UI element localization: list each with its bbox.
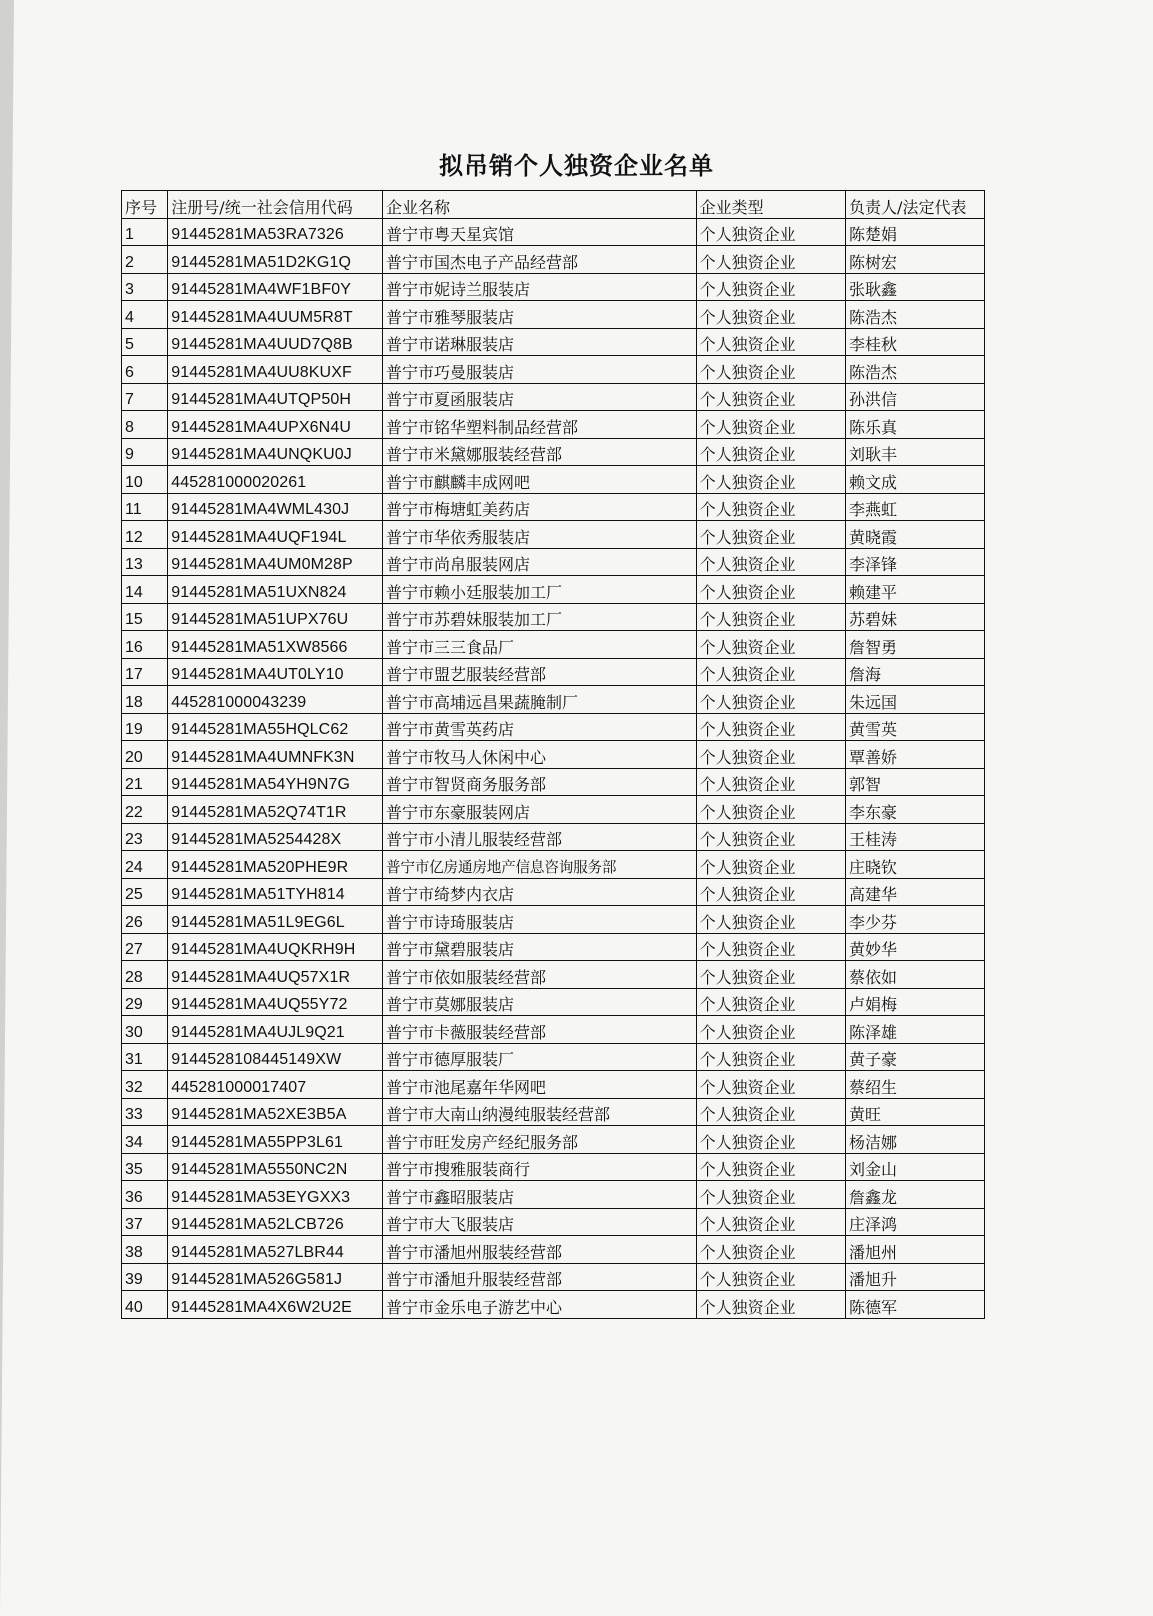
header-code: 注册号/统一社会信用代码 xyxy=(168,191,383,219)
header-type: 企业类型 xyxy=(696,191,845,219)
cell-name: 普宁市尚帛服装网店 xyxy=(382,548,696,576)
table-row xyxy=(122,576,985,604)
cell-name: 普宁市智贤商务服务部 xyxy=(382,768,696,796)
cell-rep: 陈德军 xyxy=(846,1291,985,1319)
cell-code: 91445281MA4UJL9Q21 xyxy=(168,1016,383,1044)
table-row xyxy=(122,493,985,521)
cell-seq: 25 xyxy=(122,878,168,906)
cell-name: 普宁市三三食品厂 xyxy=(382,631,696,659)
table-row xyxy=(122,603,985,631)
cell-name: 普宁市梅塘虹美药店 xyxy=(382,493,696,521)
cell-name: 普宁市潘旭州服装经营部 xyxy=(382,1236,696,1264)
cell-name: 普宁市国杰电子产品经营部 xyxy=(382,246,696,274)
cell-type: 个人独资企业 xyxy=(696,218,845,246)
cell-name: 普宁市金乐电子游艺中心 xyxy=(382,1291,696,1319)
table-row xyxy=(122,411,985,439)
cell-code: 91445281MA52Q74T1R xyxy=(168,796,383,824)
cell-seq: 5 xyxy=(122,328,168,356)
cell-type: 个人独资企业 xyxy=(696,1181,845,1209)
cell-name: 普宁市盟艺服装经营部 xyxy=(382,658,696,686)
cell-name: 普宁市大南山纳漫纯服装经营部 xyxy=(382,1098,696,1126)
table-row xyxy=(122,823,985,851)
cell-seq: 20 xyxy=(122,741,168,769)
header-seq: 序号 xyxy=(122,191,168,219)
cell-rep: 卢娟梅 xyxy=(846,988,985,1016)
cell-name: 普宁市旺发房产经纪服务部 xyxy=(382,1126,696,1154)
table-row xyxy=(122,1236,985,1264)
cell-rep: 黄旺 xyxy=(846,1098,985,1126)
cell-seq: 18 xyxy=(122,686,168,714)
cell-type: 个人独资企业 xyxy=(696,521,845,549)
cell-seq: 38 xyxy=(122,1236,168,1264)
table-row xyxy=(122,1263,985,1291)
cell-type: 个人独资企业 xyxy=(696,686,845,714)
cell-rep: 詹海 xyxy=(846,658,985,686)
cell-code: 91445281MA4X6W2U2E xyxy=(168,1291,383,1319)
cell-name: 普宁市依如服装经营部 xyxy=(382,961,696,989)
cell-seq: 1 xyxy=(122,218,168,246)
table-row xyxy=(122,1016,985,1044)
cell-seq: 40 xyxy=(122,1291,168,1319)
table-row xyxy=(122,686,985,714)
cell-seq: 37 xyxy=(122,1208,168,1236)
cell-type: 个人独资企业 xyxy=(696,741,845,769)
cell-name: 普宁市绮梦内衣店 xyxy=(382,878,696,906)
cell-seq: 4 xyxy=(122,301,168,329)
cell-seq: 11 xyxy=(122,493,168,521)
cell-rep: 郭智 xyxy=(846,768,985,796)
cell-rep: 刘金山 xyxy=(846,1153,985,1181)
cell-rep: 潘旭州 xyxy=(846,1236,985,1264)
cell-type: 个人独资企业 xyxy=(696,823,845,851)
cell-seq: 17 xyxy=(122,658,168,686)
cell-seq: 35 xyxy=(122,1153,168,1181)
cell-seq: 9 xyxy=(122,438,168,466)
cell-name: 普宁市高埔远昌果蔬腌制厂 xyxy=(382,686,696,714)
cell-code: 91445281MA4UMNFK3N xyxy=(168,741,383,769)
table-row xyxy=(122,796,985,824)
cell-rep: 蔡依如 xyxy=(846,961,985,989)
cell-code: 91445281MA52XE3B5A xyxy=(168,1098,383,1126)
cell-code: 91445281MA4UM0M28P xyxy=(168,548,383,576)
cell-code: 91445281MA520PHE9R xyxy=(168,851,383,879)
cell-seq: 32 xyxy=(122,1071,168,1099)
cell-seq: 39 xyxy=(122,1263,168,1291)
cell-seq: 10 xyxy=(122,466,168,494)
cell-name: 普宁市黛碧服装店 xyxy=(382,933,696,961)
cell-rep: 杨洁娜 xyxy=(846,1126,985,1154)
cell-name: 普宁市夏函服装店 xyxy=(382,383,696,411)
header-rep: 负责人/法定代表 xyxy=(846,191,985,219)
cell-type: 个人独资企业 xyxy=(696,273,845,301)
table-row xyxy=(122,988,985,1016)
cell-rep: 陈乐真 xyxy=(846,411,985,439)
cell-type: 个人独资企业 xyxy=(696,1291,845,1319)
cell-code: 91445281MA4UUD7Q8B xyxy=(168,328,383,356)
cell-type: 个人独资企业 xyxy=(696,1236,845,1264)
cell-name: 普宁市米黛娜服装经营部 xyxy=(382,438,696,466)
cell-code: 91445281MA4WML430J xyxy=(168,493,383,521)
cell-seq: 13 xyxy=(122,548,168,576)
table-row xyxy=(122,906,985,934)
cell-name: 普宁市潘旭升服装经营部 xyxy=(382,1263,696,1291)
cell-name: 普宁市黄雪英药店 xyxy=(382,713,696,741)
cell-code: 91445281MA51UXN824 xyxy=(168,576,383,604)
table-row xyxy=(122,301,985,329)
enterprise-table xyxy=(121,190,985,1319)
cell-seq: 33 xyxy=(122,1098,168,1126)
cell-seq: 27 xyxy=(122,933,168,961)
cell-name: 普宁市牧马人休闲中心 xyxy=(382,741,696,769)
cell-seq: 22 xyxy=(122,796,168,824)
cell-code: 91445281MA4UPX6N4U xyxy=(168,411,383,439)
cell-seq: 34 xyxy=(122,1126,168,1154)
table-row xyxy=(122,768,985,796)
table-row xyxy=(122,548,985,576)
cell-code: 91445281MA4UQF194L xyxy=(168,521,383,549)
cell-type: 个人独资企业 xyxy=(696,988,845,1016)
cell-type: 个人独资企业 xyxy=(696,301,845,329)
cell-type: 个人独资企业 xyxy=(696,603,845,631)
cell-code: 91445281MA4UQ55Y72 xyxy=(168,988,383,1016)
cell-type: 个人独资企业 xyxy=(696,851,845,879)
table-row xyxy=(122,246,985,274)
cell-code: 91445281MA51UPX76U xyxy=(168,603,383,631)
cell-code: 91445281MA4UTQP50H xyxy=(168,383,383,411)
cell-type: 个人独资企业 xyxy=(696,1071,845,1099)
cell-type: 个人独资企业 xyxy=(696,438,845,466)
cell-name: 普宁市东豪服装网店 xyxy=(382,796,696,824)
cell-name: 普宁市妮诗兰服装店 xyxy=(382,273,696,301)
cell-code: 91445281MA5254428X xyxy=(168,823,383,851)
cell-rep: 刘耿丰 xyxy=(846,438,985,466)
cell-name: 普宁市诗琦服装店 xyxy=(382,906,696,934)
cell-type: 个人独资企业 xyxy=(696,933,845,961)
cell-type: 个人独资企业 xyxy=(696,961,845,989)
page-title: 拟吊销个人独资企业名单 xyxy=(439,152,714,180)
cell-code: 91445281MA51TYH814 xyxy=(168,878,383,906)
cell-code: 91445281MA51XW8566 xyxy=(168,631,383,659)
cell-code: 91445281MA4UUM5R8T xyxy=(168,301,383,329)
cell-rep: 陈浩杰 xyxy=(846,356,985,384)
cell-name: 普宁市搜雅服装商行 xyxy=(382,1153,696,1181)
cell-code: 91445281MA52LCB726 xyxy=(168,1208,383,1236)
cell-seq: 30 xyxy=(122,1016,168,1044)
cell-name: 普宁市大飞服装店 xyxy=(382,1208,696,1236)
cell-rep: 赖建平 xyxy=(846,576,985,604)
cell-name: 普宁市卡薇服装经营部 xyxy=(382,1016,696,1044)
cell-type: 个人独资企业 xyxy=(696,548,845,576)
table-row xyxy=(122,273,985,301)
cell-rep: 王桂涛 xyxy=(846,823,985,851)
table-row xyxy=(122,933,985,961)
cell-name: 普宁市赖小廷服装加工厂 xyxy=(382,576,696,604)
cell-code: 91445281MA53RA7326 xyxy=(168,218,383,246)
cell-name: 普宁市雅琴服装店 xyxy=(382,301,696,329)
cell-type: 个人独资企业 xyxy=(696,466,845,494)
table-row xyxy=(122,1181,985,1209)
cell-type: 个人独资企业 xyxy=(696,631,845,659)
cell-type: 个人独资企业 xyxy=(696,1263,845,1291)
cell-rep: 李少芬 xyxy=(846,906,985,934)
cell-seq: 3 xyxy=(122,273,168,301)
cell-type: 个人独资企业 xyxy=(696,906,845,934)
cell-type: 个人独资企业 xyxy=(696,383,845,411)
cell-seq: 36 xyxy=(122,1181,168,1209)
cell-seq: 21 xyxy=(122,768,168,796)
cell-name: 普宁市莫娜服装店 xyxy=(382,988,696,1016)
cell-rep: 庄泽鸿 xyxy=(846,1208,985,1236)
table-row xyxy=(122,878,985,906)
cell-name: 普宁市亿房通房地产信息咨询服务部 xyxy=(382,851,696,879)
table-row xyxy=(122,961,985,989)
cell-seq: 8 xyxy=(122,411,168,439)
cell-code: 91445281MA4UQKRH9H xyxy=(168,933,383,961)
table-row xyxy=(122,851,985,879)
cell-seq: 26 xyxy=(122,906,168,934)
cell-seq: 31 xyxy=(122,1043,168,1071)
cell-type: 个人独资企业 xyxy=(696,796,845,824)
table-row xyxy=(122,1098,985,1126)
cell-rep: 李桂秋 xyxy=(846,328,985,356)
cell-rep: 黄妙华 xyxy=(846,933,985,961)
table-row xyxy=(122,328,985,356)
cell-rep: 陈楚娟 xyxy=(846,218,985,246)
cell-type: 个人独资企业 xyxy=(696,328,845,356)
cell-code: 91445281MA527LBR44 xyxy=(168,1236,383,1264)
cell-rep: 孙洪信 xyxy=(846,383,985,411)
cell-seq: 12 xyxy=(122,521,168,549)
cell-type: 个人独资企业 xyxy=(696,1126,845,1154)
cell-rep: 黄子豪 xyxy=(846,1043,985,1071)
cell-code: 91445281MA53EYGXX3 xyxy=(168,1181,383,1209)
cell-rep: 赖文成 xyxy=(846,466,985,494)
cell-seq: 6 xyxy=(122,356,168,384)
cell-code: 91445281MA4WF1BF0Y xyxy=(168,273,383,301)
cell-name: 普宁市小清儿服装经营部 xyxy=(382,823,696,851)
cell-name: 普宁市鑫昭服装店 xyxy=(382,1181,696,1209)
table-row xyxy=(122,631,985,659)
cell-seq: 19 xyxy=(122,713,168,741)
cell-type: 个人独资企业 xyxy=(696,246,845,274)
cell-type: 个人独资企业 xyxy=(696,1098,845,1126)
cell-code: 91445281MA51L9EG6L xyxy=(168,906,383,934)
cell-type: 个人独资企业 xyxy=(696,356,845,384)
cell-code: 91445281MA55HQLC62 xyxy=(168,713,383,741)
cell-type: 个人独资企业 xyxy=(696,411,845,439)
cell-type: 个人独资企业 xyxy=(696,658,845,686)
table-row xyxy=(122,1043,985,1071)
cell-code: 445281000043239 xyxy=(168,686,383,714)
table-header-row xyxy=(122,191,985,219)
cell-code: 445281000017407 xyxy=(168,1071,383,1099)
cell-name: 普宁市麒麟丰成网吧 xyxy=(382,466,696,494)
cell-type: 个人独资企业 xyxy=(696,713,845,741)
cell-rep: 朱远国 xyxy=(846,686,985,714)
cell-code: 91445281MA4UU8KUXF xyxy=(168,356,383,384)
cell-seq: 28 xyxy=(122,961,168,989)
table-row xyxy=(122,466,985,494)
table-row xyxy=(122,438,985,466)
cell-type: 个人独资企业 xyxy=(696,768,845,796)
table-row xyxy=(122,1071,985,1099)
cell-rep: 詹智勇 xyxy=(846,631,985,659)
cell-name: 普宁市粤天星宾馆 xyxy=(382,218,696,246)
header-name: 企业名称 xyxy=(382,191,696,219)
cell-type: 个人独资企业 xyxy=(696,1016,845,1044)
cell-type: 个人独资企业 xyxy=(696,878,845,906)
cell-seq: 16 xyxy=(122,631,168,659)
cell-rep: 李东豪 xyxy=(846,796,985,824)
cell-seq: 14 xyxy=(122,576,168,604)
cell-name: 普宁市巧曼服装店 xyxy=(382,356,696,384)
cell-name: 普宁市铭华塑料制品经营部 xyxy=(382,411,696,439)
cell-rep: 詹鑫龙 xyxy=(846,1181,985,1209)
cell-name: 普宁市华依秀服装店 xyxy=(382,521,696,549)
table-row xyxy=(122,713,985,741)
cell-code: 91445281MA526G581J xyxy=(168,1263,383,1291)
cell-code: 91445281MA55PP3L61 xyxy=(168,1126,383,1154)
cell-type: 个人独资企业 xyxy=(696,1153,845,1181)
table-row xyxy=(122,1126,985,1154)
cell-code: 445281000020261 xyxy=(168,466,383,494)
cell-rep: 高建华 xyxy=(846,878,985,906)
cell-type: 个人独资企业 xyxy=(696,576,845,604)
cell-seq: 15 xyxy=(122,603,168,631)
cell-code: 91445281MA4UQ57X1R xyxy=(168,961,383,989)
table-row xyxy=(122,383,985,411)
cell-code: 91445281MA4UT0LY10 xyxy=(168,658,383,686)
cell-rep: 潘旭升 xyxy=(846,1263,985,1291)
cell-rep: 覃善娇 xyxy=(846,741,985,769)
table-row xyxy=(122,1153,985,1181)
table-body xyxy=(122,218,985,1318)
cell-code: 91445281MA51D2KG1Q xyxy=(168,246,383,274)
cell-seq: 2 xyxy=(122,246,168,274)
table-row xyxy=(122,1208,985,1236)
table-row xyxy=(122,1291,985,1319)
cell-rep: 李燕虹 xyxy=(846,493,985,521)
table-row xyxy=(122,218,985,246)
cell-rep: 苏碧妹 xyxy=(846,603,985,631)
table-row xyxy=(122,356,985,384)
cell-rep: 庄晓钦 xyxy=(846,851,985,879)
cell-type: 个人独资企业 xyxy=(696,493,845,521)
cell-type: 个人独资企业 xyxy=(696,1043,845,1071)
cell-name: 普宁市池尾嘉年华网吧 xyxy=(382,1071,696,1099)
cell-seq: 24 xyxy=(122,851,168,879)
cell-rep: 黄雪英 xyxy=(846,713,985,741)
cell-rep: 张耿鑫 xyxy=(846,273,985,301)
cell-rep: 陈泽雄 xyxy=(846,1016,985,1044)
cell-rep: 黄晓霞 xyxy=(846,521,985,549)
scan-shadow-edge xyxy=(0,0,14,1616)
cell-seq: 7 xyxy=(122,383,168,411)
cell-name: 普宁市诺琳服装店 xyxy=(382,328,696,356)
table-row xyxy=(122,658,985,686)
cell-rep: 陈浩杰 xyxy=(846,301,985,329)
table-row xyxy=(122,521,985,549)
cell-rep: 李泽锋 xyxy=(846,548,985,576)
cell-name: 普宁市苏碧妹服装加工厂 xyxy=(382,603,696,631)
cell-rep: 陈树宏 xyxy=(846,246,985,274)
cell-seq: 29 xyxy=(122,988,168,1016)
cell-rep: 蔡绍生 xyxy=(846,1071,985,1099)
cell-name: 普宁市德厚服装厂 xyxy=(382,1043,696,1071)
cell-code: 91445281MA4UNQKU0J xyxy=(168,438,383,466)
cell-code: 91445281MA5550NC2N xyxy=(168,1153,383,1181)
table-row xyxy=(122,741,985,769)
cell-seq: 23 xyxy=(122,823,168,851)
cell-code: 9144528108445149XW xyxy=(168,1043,383,1071)
cell-type: 个人独资企业 xyxy=(696,1208,845,1236)
cell-code: 91445281MA54YH9N7G xyxy=(168,768,383,796)
